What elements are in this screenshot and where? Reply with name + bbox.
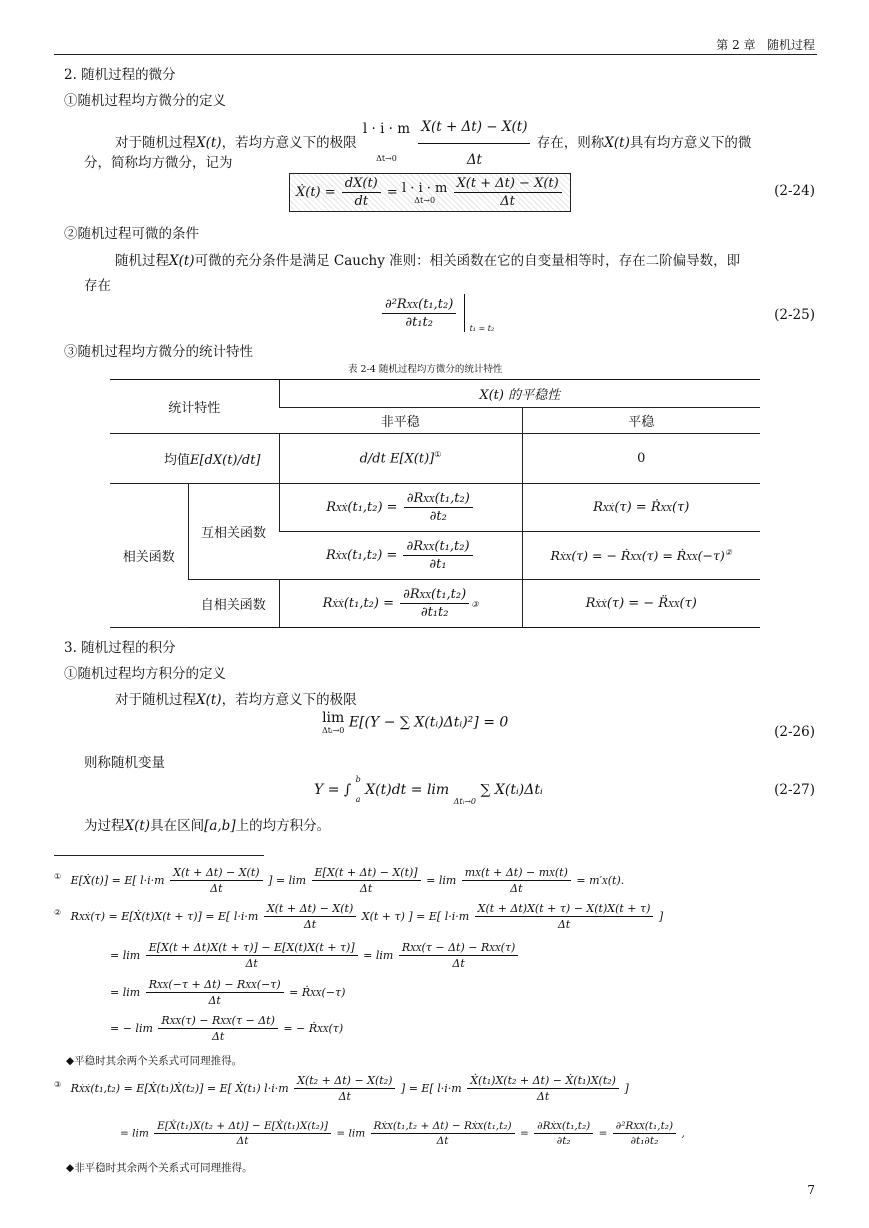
paragraph-2-2-line2: 存在 (84, 278, 111, 294)
section-heading-3: 3. 随机过程的积分 (64, 640, 176, 656)
subsection-2-3: ③随机过程均方微分的统计特性 (64, 344, 253, 360)
equation-2-25: $\frac{\text{∂²RXX(t₁,t₂)}}{\text{∂t₁t₂}}$ $_{t_1 = t_2}$ (380, 294, 494, 332)
cell-mean-nonstationary: d/dt E[X(t)]① (279, 434, 522, 484)
header-chapter-title: 随机过程 (766, 38, 815, 52)
difference-quotient: $\frac{X(t + \Delta t) - X(t)}{\Delta t}$ (418, 112, 530, 175)
cell-mean-stationary: 0 (522, 434, 760, 484)
page-number: 7 (807, 1183, 815, 1197)
footnote-2-line1: ② RXẊ(τ) = E[Ẋ(t)X(t + τ)] = E[ l·i·m $\frac{X(t + \Delta t) - X(t)}{\Delta t}$ X(t + τ) ] = E[ l·i·m $\frac{X(t + \Delta t)X(t + \tau) - X(t)X(t + \tau)}{\Delta t}$ ] (54, 902, 664, 931)
paragraph-3-1-line3: 为过程X(t)具在区间[a,b]上的均方积分。 (84, 818, 331, 834)
equation-2-26: lim Δtᵢ→0 E[(Y − ∑ X(tᵢ)Δtᵢ)²] = 0 (322, 710, 509, 735)
cell-cross1-nonstationary: RXẊ(t₁,t₂) = $\frac{\text{∂RXX(t₁,t₂)}}{\text{∂t₂}}$ (279, 484, 522, 532)
equation-number-2-25: (2-25) (774, 307, 815, 323)
footnote-rule (54, 855, 264, 856)
section-heading-2: 2. 随机过程的微分 (64, 67, 176, 83)
cell-auto-nonstationary: RẊẊ(t₁,t₂) = $\frac{\text{∂RXX(t₁,t₂)}}{\text{∂t₁t₂}}$ ③ (279, 580, 522, 628)
footnote-1: ① E[Ẋ(t)] = E[ l·i·m $\frac{X(t + \Delta t) - X(t)}{\Delta t}$ ] = lim $\frac{E[X(t + \Delta t) - X(t)]}{\Delta t}$ = lim $\frac{mX(t + \Delta t) - mX(t)}{\Delta t}$ = m′X(t). (54, 866, 625, 895)
equation-2-27: Y = ∫ b a X(t)dt = lim $_{\Delta tᵢ\to 0}$ ∑ X(tᵢ)Δtᵢ (314, 775, 543, 806)
row-correlation-label: 相关函数 (110, 484, 188, 628)
footnote-2-line3: = lim $\frac{\text{RXX(−τ + Δt) − RXX(−τ)}}{\Delta t}$ = ṘXX(−τ) (110, 978, 346, 1007)
footnote-3-line2: = lim $\frac{\text{E[Ẋ(t₁)X(t₂ + Δt)] − E[Ẋ(t₁)X(t₂)]}}{\Delta t}$ = lim $\frac{\text{RẊX(t₁,t₂ + Δt) − RẊX(t₁,t₂)}}{\Delta t}$ = $\frac{\text{∂RẊX(t₁,t₂)}}{\text{∂t₂}}$ = $\frac{\text{∂²RXX(t₁,t₂)}}{\text{∂t₁∂t₂}}$ , (120, 1120, 685, 1147)
header-stat-property: 统计特性 (110, 380, 279, 434)
footnote-2-line4: = − lim $\frac{\text{RXX(τ) − RXX(τ − Δt)}}{\Delta t}$ = − ṘXX(τ) (110, 1014, 344, 1043)
cell-cross2-stationary: RẊX(τ) = − ṘXX(τ) = ṘXX(−τ)② (522, 532, 760, 580)
limit-expression: l · i · m Δt→0 (362, 120, 411, 163)
statistics-table (110, 379, 760, 628)
subsection-2-1: ①随机过程均方微分的定义 (64, 93, 226, 109)
cell-cross2-nonstationary: RẊX(t₁,t₂) = $\frac{\text{∂RXX(t₁,t₂)}}{\text{∂t₁}}$ (279, 532, 522, 580)
paragraph-2-1-line2: 分，简称均方微分，记为 (84, 155, 233, 171)
header-stationarity: X(t) 的平稳性 (279, 380, 760, 408)
header-stationary: 平稳 (522, 408, 760, 434)
header-chapter: 第 2 章 (716, 38, 756, 52)
paragraph-2-2-line1: 随机过程X(t)可微的充分条件是满足 Cauchy 准则：相关函数在它的自变量相等时，存在二阶偏导数，即 (115, 253, 741, 269)
footnote-2-line2: = lim $\frac{E[X(t + \Delta t)X(t + \tau)] - E[X(t)X(t + \tau)]}{\Delta t}$ = lim $\frac{\text{RXX(τ − Δt) − RXX(τ)}}{\Delta t}$ (110, 941, 520, 970)
cell-cross1-stationary: RXẊ(τ) = ṘXX(τ) (522, 484, 760, 532)
row-mean-label: 均值E[dX(t)/dt] (110, 434, 279, 484)
equation-number-2-26: (2-26) (774, 724, 815, 740)
paragraph-3-1-line1: 对于随机过程X(t)，若均方意义下的极限 (115, 692, 357, 708)
subsection-3-1: ①随机过程均方积分的定义 (64, 666, 226, 682)
running-header (716, 36, 815, 53)
cell-auto-stationary: RẊẊ(τ) = − R̈XX(τ) (522, 580, 760, 628)
footnote-3-line1: ③ RẊẊ(t₁,t₂) = E[Ẋ(t₁)Ẋ(t₂)] = E[ Ẋ(t₁) l·i·m $\frac{\text{X(t₂ + Δt) − X(t₂)}}{\Delta t}$ ] = E[ l·i·m $\frac{\text{Ẋ(t₁)X(t₂ + Δt) − Ẋ(t₁)X(t₂)}}{\Delta t}$ ] (54, 1074, 629, 1103)
paragraph-3-1-line2: 则称随机变量 (84, 755, 165, 771)
paragraph-2-1-line1: 对于随机过程X(t)，若均方意义下的极限 l · i · m Δt→0 $\frac{X(t + \Delta t) - X(t)}{\Delta t}$ 存在，则称X(t)具有均方意义下的微 (115, 112, 751, 175)
table-caption: 表 2-4 随机过程均方微分的统计特性 (348, 364, 503, 375)
footnote-2-note: ◆平稳时其余两个关系式可同理推得。 (66, 1055, 243, 1067)
subsection-2-2: ②随机过程可微的条件 (64, 226, 199, 242)
footnote-3-note: ◆非平稳时其余两个关系式可同理推得。 (66, 1162, 253, 1174)
equation-number-2-24: (2-24) (774, 183, 815, 199)
row-cross-correlation-label: 互相关函数 (188, 484, 279, 580)
equation-number-2-27: (2-27) (774, 782, 815, 798)
row-auto-correlation-label: 自相关函数 (188, 580, 279, 628)
header-nonstationary: 非平稳 (279, 408, 522, 434)
equation-2-24: Ẋ(t) = $\frac{dX(t)}{dt}$ = l · i · m Δt→0 $\frac{X(t + \Delta t) - X(t)}{\Delta t}$ (289, 173, 571, 212)
header-rule (54, 54, 817, 55)
